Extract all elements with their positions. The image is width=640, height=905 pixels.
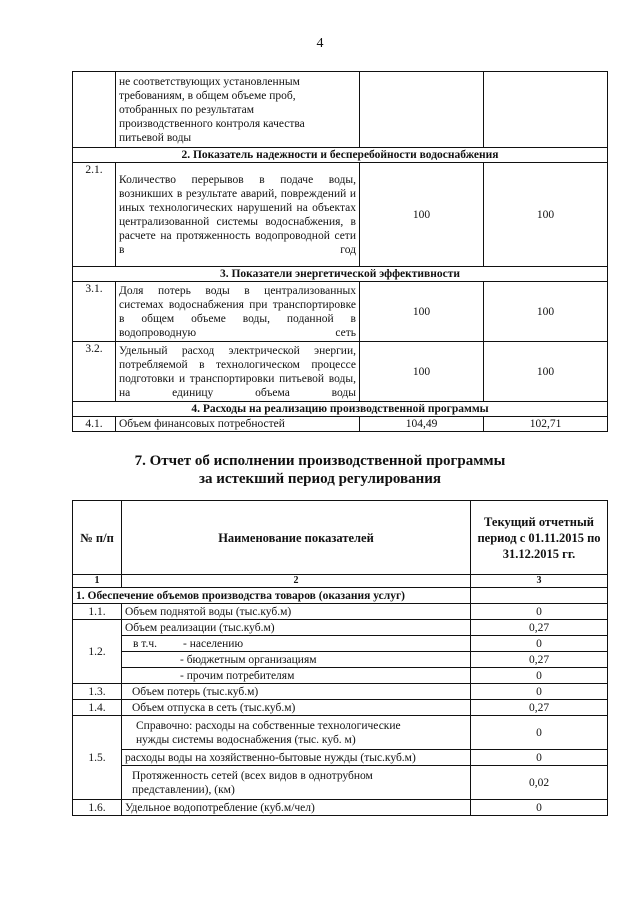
indicators-table	[72, 71, 608, 432]
header-period: Текущий отчетный период с 01.11.2015 по 31.12.2015 гг.	[471, 501, 608, 575]
indicator-name: Объем реализации (тыс.куб.м)	[122, 620, 471, 636]
table-row	[73, 668, 608, 684]
row-number: 1.3.	[73, 684, 122, 700]
header-name: Наименование показателей	[122, 501, 471, 575]
row-number: 3.1.	[73, 282, 116, 342]
section-heading	[0, 452, 640, 488]
section-row	[73, 267, 608, 282]
section-title: 3. Показатели энергетической эффективности	[73, 267, 608, 282]
heading-line: за истекший период регулирования	[198, 471, 442, 487]
indicator-name: - населению	[183, 637, 244, 650]
table-row	[73, 684, 608, 700]
indicator-value: 0	[471, 800, 608, 816]
indicator-value: 102,71	[484, 417, 608, 432]
indicator-value: 100	[484, 282, 608, 342]
indicator-value: 100	[484, 163, 608, 267]
section-title: 1. Обеспечение объемов производства товаров (оказания услуг)	[73, 588, 471, 604]
row-number: 3.2.	[73, 342, 116, 402]
indicator-name: Удельный расход электрической энергии, потребляемой в технологическом процессе подготовки и транспортировки питьевой воды, на единицу объема воды	[116, 342, 360, 402]
table-row	[73, 700, 608, 716]
heading-line: 7. Отчет об исполнении производственной программы	[134, 453, 506, 469]
indicator-value: 0	[471, 668, 608, 684]
indicator-name: Доля потерь воды в централизованных системах водоснабжения при транспортировке в общем объеме воды, поданной в водопроводную сеть	[116, 282, 360, 342]
row-number: 1.2.	[73, 620, 122, 684]
header-number: № п/п	[73, 501, 122, 575]
header-row	[73, 501, 608, 575]
section-title: 4. Расходы на реализацию производственной программы	[73, 402, 608, 417]
table-row	[73, 800, 608, 816]
section-row	[73, 588, 608, 604]
table-row	[73, 620, 608, 636]
table-row	[73, 163, 608, 267]
indicator-value: 0,27	[471, 700, 608, 716]
section-title: 2. Показатель надежности и бесперебойности водоснабжения	[73, 148, 608, 163]
row-number: 1.4.	[73, 700, 122, 716]
indicator-value: 0	[471, 684, 608, 700]
indicator-value: 100	[360, 342, 484, 402]
indicator-value: 0,02	[471, 766, 608, 800]
section-row	[73, 402, 608, 417]
indicator-value: 0,27	[471, 620, 608, 636]
indicator-name: Объем поднятой воды (тыс.куб.м)	[122, 604, 471, 620]
section-row	[73, 148, 608, 163]
table-row	[73, 417, 608, 432]
indicator-name: - прочим потребителям	[122, 668, 471, 684]
indicator-value: 100	[484, 342, 608, 402]
indicator-value: 100	[360, 163, 484, 267]
indicator-name: Справочно: расходы на собственные технологические нужды системы водоснабжения (тыс. куб. м)	[122, 716, 471, 750]
table-row	[73, 342, 608, 402]
row-number: 1.5.	[73, 716, 122, 800]
table-row	[73, 652, 608, 668]
table-row	[73, 282, 608, 342]
indicator-name: расходы воды на хозяйственно-бытовые нужды (тыс.куб.м)	[122, 750, 471, 766]
indicator-value: 100	[360, 282, 484, 342]
column-index: 3	[471, 575, 608, 588]
table-row	[73, 604, 608, 620]
indicator-name: - бюджетным организациям	[122, 652, 471, 668]
row-number: 1.1.	[73, 604, 122, 620]
indicator-name: Количество перерывов в подаче воды, возникших в результате аварий, повреждений и иных технологических нарушений на объектах централизованной системы водоснабжения, в расчете на протяженность водопроводной сети в год	[116, 163, 360, 267]
table-row	[73, 750, 608, 766]
indicator-value: 0	[471, 604, 608, 620]
indicator-value: 0,27	[471, 652, 608, 668]
indicator-name: Удельное водопотребление (куб.м/чел)	[122, 800, 471, 816]
indicator-value: 0	[471, 636, 608, 652]
indicator-name: Объем потерь (тыс.куб.м)	[122, 684, 471, 700]
indicator-value: 0	[471, 716, 608, 750]
indicator-name: Протяженность сетей (всех видов в однотрубном представлении), (км)	[122, 766, 471, 800]
index-row	[73, 575, 608, 588]
table-row	[73, 716, 608, 750]
row-number: 2.1.	[73, 163, 116, 267]
indicator-value: 0	[471, 750, 608, 766]
report-table	[72, 500, 608, 816]
row-number: 4.1.	[73, 417, 116, 432]
indicator-value: 104,49	[360, 417, 484, 432]
indicator-prefix: в т.ч.	[133, 637, 157, 650]
row-number: 1.6.	[73, 800, 122, 816]
page-number: 4	[316, 36, 324, 51]
table-row	[73, 636, 608, 652]
indicator-name: Объем отпуска в сеть (тыс.куб.м)	[122, 700, 471, 716]
indicator-name: Объем финансовых потребностей	[116, 417, 360, 432]
column-index: 1	[73, 575, 122, 588]
table-row	[73, 72, 608, 148]
row-continuation-text: не соответствующих установленным требованиям, в общем объеме проб, отобранных по результатам производственного контроля качества питьевой воды	[116, 72, 360, 148]
column-index: 2	[122, 575, 471, 588]
table-row	[73, 766, 608, 800]
